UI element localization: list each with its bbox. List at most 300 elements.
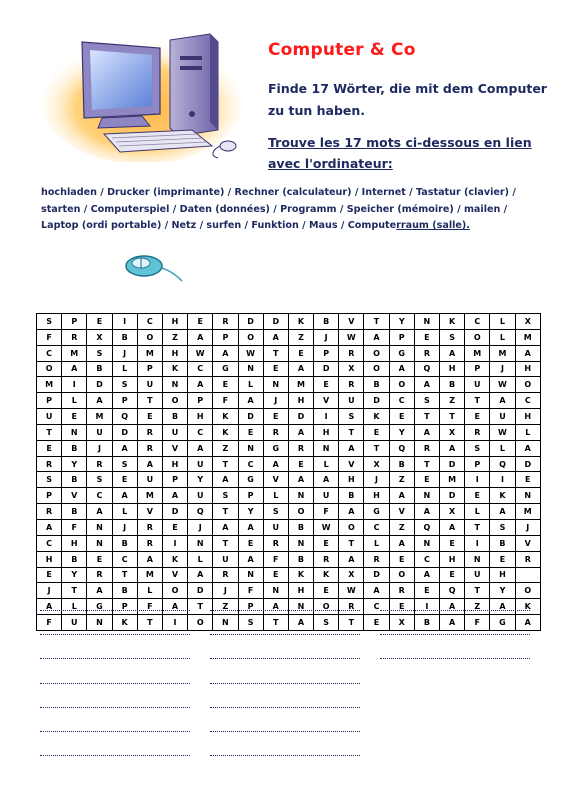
grid-cell[interactable]: Z — [389, 519, 414, 535]
grid-cell[interactable]: N — [87, 535, 112, 551]
grid-cell[interactable]: T — [213, 456, 238, 472]
grid-cell[interactable]: U — [188, 456, 213, 472]
grid-cell[interactable]: Y — [490, 583, 515, 599]
grid-cell[interactable]: M — [515, 504, 540, 520]
grid-cell[interactable]: N — [515, 488, 540, 504]
grid-cell[interactable]: I — [414, 599, 439, 615]
grid-cell[interactable]: L — [314, 456, 339, 472]
grid-cell[interactable]: Y — [389, 314, 414, 330]
grid-cell[interactable]: N — [263, 583, 288, 599]
grid-cell[interactable]: I — [62, 377, 87, 393]
grid-cell[interactable]: K — [162, 361, 187, 377]
grid-cell[interactable]: A — [263, 329, 288, 345]
grid-cell[interactable]: T — [339, 424, 364, 440]
grid-cell[interactable]: C — [364, 599, 389, 615]
grid-cell[interactable]: A — [389, 361, 414, 377]
grid-cell[interactable]: B — [112, 583, 137, 599]
grid-cell[interactable]: H — [440, 551, 465, 567]
grid-cell[interactable]: E — [440, 567, 465, 583]
grid-cell[interactable]: Y — [62, 567, 87, 583]
grid-cell[interactable]: K — [162, 551, 187, 567]
grid-cell[interactable]: A — [364, 583, 389, 599]
grid-cell[interactable]: K — [364, 409, 389, 425]
grid-cell[interactable]: U — [37, 409, 62, 425]
grid-cell[interactable]: A — [162, 599, 187, 615]
grid-cell[interactable]: O — [364, 361, 389, 377]
grid-cell[interactable]: R — [414, 345, 439, 361]
grid-cell[interactable]: K — [112, 615, 137, 631]
grid-cell[interactable]: B — [62, 551, 87, 567]
grid-cell[interactable]: H — [440, 361, 465, 377]
grid-cell[interactable]: X — [339, 361, 364, 377]
grid-cell[interactable]: M — [515, 329, 540, 345]
grid-cell[interactable]: A — [112, 440, 137, 456]
grid-cell[interactable]: T — [188, 599, 213, 615]
grid-cell[interactable]: S — [263, 504, 288, 520]
answer-line[interactable] — [40, 604, 190, 628]
grid-cell[interactable]: A — [213, 472, 238, 488]
grid-cell[interactable]: A — [339, 440, 364, 456]
grid-cell[interactable]: B — [112, 329, 137, 345]
grid-cell[interactable]: C — [37, 535, 62, 551]
grid-cell[interactable]: R — [137, 424, 162, 440]
grid-cell[interactable]: A — [87, 393, 112, 409]
grid-cell[interactable]: O — [389, 567, 414, 583]
grid-cell[interactable]: C — [112, 551, 137, 567]
grid-cell[interactable]: D — [263, 314, 288, 330]
grid-cell[interactable]: C — [37, 345, 62, 361]
grid-cell[interactable]: N — [414, 314, 439, 330]
grid-cell[interactable]: J — [112, 519, 137, 535]
grid-cell[interactable]: M — [37, 377, 62, 393]
grid-cell[interactable]: X — [389, 615, 414, 631]
grid-cell[interactable]: H — [162, 314, 187, 330]
grid-cell[interactable]: U — [465, 567, 490, 583]
grid-cell[interactable]: N — [314, 440, 339, 456]
answer-line[interactable] — [210, 701, 360, 725]
answer-line[interactable] — [380, 652, 530, 676]
grid-cell[interactable]: K — [490, 488, 515, 504]
answer-line[interactable] — [40, 652, 190, 676]
grid-cell[interactable]: P — [213, 329, 238, 345]
grid-cell[interactable]: O — [137, 329, 162, 345]
grid-cell[interactable]: P — [137, 361, 162, 377]
grid-cell[interactable]: H — [314, 424, 339, 440]
grid-cell[interactable]: N — [62, 424, 87, 440]
grid-cell[interactable]: J — [263, 393, 288, 409]
grid-cell[interactable]: P — [112, 599, 137, 615]
grid-cell[interactable]: C — [364, 519, 389, 535]
grid-cell[interactable]: L — [112, 504, 137, 520]
grid-cell[interactable]: T — [414, 456, 439, 472]
grid-cell[interactable]: W — [490, 424, 515, 440]
answer-line[interactable] — [40, 701, 190, 725]
grid-cell[interactable]: A — [288, 472, 313, 488]
grid-cell[interactable]: H — [515, 361, 540, 377]
grid-cell[interactable]: R — [87, 456, 112, 472]
grid-cell[interactable]: N — [263, 377, 288, 393]
grid-cell[interactable]: A — [515, 440, 540, 456]
grid-cell[interactable]: F — [37, 615, 62, 631]
grid-cell[interactable]: M — [137, 345, 162, 361]
grid-cell[interactable]: R — [414, 440, 439, 456]
grid-cell[interactable]: H — [364, 488, 389, 504]
grid-cell[interactable]: N — [288, 599, 313, 615]
grid-cell[interactable]: E — [37, 440, 62, 456]
grid-cell[interactable]: E — [263, 409, 288, 425]
grid-cell[interactable]: E — [314, 377, 339, 393]
grid-cell[interactable]: P — [465, 361, 490, 377]
grid-cell[interactable]: E — [465, 488, 490, 504]
grid-cell[interactable]: B — [288, 519, 313, 535]
grid-cell[interactable]: M — [62, 345, 87, 361]
answer-line[interactable] — [210, 652, 360, 676]
grid-cell[interactable]: B — [364, 377, 389, 393]
grid-cell[interactable]: O — [37, 361, 62, 377]
grid-cell[interactable]: L — [515, 424, 540, 440]
grid-cell[interactable]: S — [314, 615, 339, 631]
answer-line[interactable] — [40, 725, 190, 749]
grid-cell[interactable]: G — [263, 440, 288, 456]
answer-line[interactable] — [210, 749, 360, 773]
grid-cell[interactable]: A — [389, 488, 414, 504]
grid-cell[interactable]: G — [87, 599, 112, 615]
grid-cell[interactable]: W — [188, 345, 213, 361]
answer-line[interactable] — [210, 628, 360, 652]
grid-cell[interactable]: H — [162, 345, 187, 361]
answer-line[interactable] — [210, 677, 360, 701]
grid-cell[interactable]: S — [238, 615, 263, 631]
grid-cell[interactable]: F — [213, 393, 238, 409]
grid-cell[interactable]: L — [364, 535, 389, 551]
grid-cell[interactable]: X — [87, 329, 112, 345]
grid-cell[interactable]: M — [137, 567, 162, 583]
grid-cell[interactable]: M — [490, 345, 515, 361]
grid-cell[interactable]: L — [137, 583, 162, 599]
grid-cell[interactable]: M — [465, 345, 490, 361]
grid-cell[interactable]: F — [314, 504, 339, 520]
grid-cell[interactable]: P — [62, 314, 87, 330]
grid-cell[interactable]: T — [263, 615, 288, 631]
grid-cell[interactable]: I — [162, 535, 187, 551]
grid-cell[interactable]: D — [288, 409, 313, 425]
grid-cell[interactable]: E — [414, 583, 439, 599]
grid-cell[interactable]: N — [162, 377, 187, 393]
grid-cell[interactable]: H — [515, 409, 540, 425]
grid-cell[interactable]: B — [339, 488, 364, 504]
grid-cell[interactable]: W — [490, 377, 515, 393]
grid-cell[interactable]: J — [112, 345, 137, 361]
grid-cell[interactable]: H — [37, 551, 62, 567]
grid-cell[interactable]: A — [188, 567, 213, 583]
grid-cell[interactable]: S — [490, 519, 515, 535]
grid-cell[interactable]: T — [263, 345, 288, 361]
grid-cell[interactable]: A — [288, 615, 313, 631]
grid-cell[interactable]: D — [515, 456, 540, 472]
answer-line[interactable] — [380, 604, 530, 628]
grid-cell[interactable]: E — [37, 567, 62, 583]
grid-cell[interactable]: T — [213, 504, 238, 520]
grid-cell[interactable]: J — [188, 519, 213, 535]
grid-cell[interactable]: N — [238, 361, 263, 377]
grid-cell[interactable]: E — [389, 599, 414, 615]
grid-cell[interactable]: F — [62, 519, 87, 535]
grid-cell[interactable]: J — [87, 440, 112, 456]
grid-cell[interactable]: Z — [213, 599, 238, 615]
grid-cell[interactable]: B — [62, 440, 87, 456]
grid-cell[interactable]: H — [288, 583, 313, 599]
grid-cell[interactable]: U — [162, 424, 187, 440]
grid-cell[interactable]: E — [188, 314, 213, 330]
grid-cell[interactable]: T — [364, 314, 389, 330]
grid-cell[interactable]: E — [87, 314, 112, 330]
grid-cell[interactable]: N — [288, 488, 313, 504]
grid-cell[interactable]: B — [62, 504, 87, 520]
grid-cell[interactable]: E — [465, 409, 490, 425]
grid-cell[interactable]: Z — [465, 599, 490, 615]
grid-cell[interactable]: N — [288, 535, 313, 551]
grid-cell[interactable]: T — [465, 519, 490, 535]
grid-cell[interactable]: N — [213, 615, 238, 631]
grid-cell[interactable]: Q — [440, 583, 465, 599]
grid-cell[interactable]: X — [440, 504, 465, 520]
grid-cell[interactable]: A — [288, 424, 313, 440]
grid-cell[interactable]: O — [465, 329, 490, 345]
grid-cell[interactable]: O — [364, 345, 389, 361]
grid-cell[interactable]: L — [62, 599, 87, 615]
grid-cell[interactable]: B — [288, 551, 313, 567]
grid-cell[interactable]: A — [414, 377, 439, 393]
grid-cell[interactable]: E — [288, 345, 313, 361]
grid-cell[interactable]: N — [414, 488, 439, 504]
grid-cell[interactable]: G — [490, 615, 515, 631]
grid-cell[interactable]: P — [188, 393, 213, 409]
grid-cell[interactable]: T — [465, 583, 490, 599]
grid-cell[interactable]: S — [414, 393, 439, 409]
grid-cell[interactable]: C — [414, 551, 439, 567]
grid-cell[interactable]: G — [389, 345, 414, 361]
grid-cell[interactable]: C — [515, 393, 540, 409]
grid-cell[interactable]: F — [37, 329, 62, 345]
grid-cell[interactable]: A — [188, 329, 213, 345]
grid-cell[interactable]: M — [137, 488, 162, 504]
grid-cell[interactable]: R — [37, 504, 62, 520]
grid-cell[interactable]: A — [213, 345, 238, 361]
grid-cell[interactable]: V — [515, 535, 540, 551]
grid-cell[interactable]: H — [339, 472, 364, 488]
grid-cell[interactable]: S — [440, 329, 465, 345]
answer-line[interactable] — [380, 628, 530, 652]
grid-cell[interactable]: T — [137, 615, 162, 631]
grid-cell[interactable]: N — [465, 551, 490, 567]
grid-cell[interactable]: P — [238, 599, 263, 615]
grid-cell[interactable]: O — [389, 377, 414, 393]
grid-cell[interactable]: Q — [389, 440, 414, 456]
grid-cell[interactable]: B — [440, 377, 465, 393]
grid-cell[interactable]: O — [162, 583, 187, 599]
grid-cell[interactable]: E — [62, 409, 87, 425]
grid-cell[interactable]: M — [440, 472, 465, 488]
grid-cell[interactable]: R — [339, 345, 364, 361]
grid-cell[interactable]: P — [314, 345, 339, 361]
grid-cell[interactable]: L — [188, 551, 213, 567]
grid-cell[interactable]: K — [515, 599, 540, 615]
grid-cell[interactable]: V — [62, 488, 87, 504]
grid-cell[interactable]: Q — [414, 361, 439, 377]
grid-cell[interactable]: E — [515, 472, 540, 488]
grid-cell[interactable]: W — [339, 329, 364, 345]
grid-cell[interactable]: R — [37, 456, 62, 472]
grid-cell[interactable]: B — [414, 615, 439, 631]
answer-line[interactable] — [210, 725, 360, 749]
grid-cell[interactable]: A — [213, 519, 238, 535]
grid-cell[interactable]: W — [339, 583, 364, 599]
grid-cell[interactable]: J — [37, 583, 62, 599]
grid-cell[interactable]: P — [162, 472, 187, 488]
grid-cell[interactable]: R — [389, 583, 414, 599]
grid-cell[interactable]: V — [314, 393, 339, 409]
grid-cell[interactable]: K — [213, 424, 238, 440]
grid-cell[interactable]: Z — [440, 393, 465, 409]
grid-cell[interactable]: E — [389, 409, 414, 425]
grid-cell[interactable]: D — [188, 583, 213, 599]
grid-cell[interactable]: K — [288, 314, 313, 330]
grid-cell[interactable]: B — [162, 409, 187, 425]
grid-cell[interactable]: E — [314, 535, 339, 551]
grid-cell[interactable]: E — [414, 329, 439, 345]
grid-cell[interactable]: S — [112, 377, 137, 393]
grid-cell[interactable]: S — [339, 409, 364, 425]
grid-cell[interactable]: O — [515, 377, 540, 393]
grid-cell[interactable]: L — [490, 314, 515, 330]
grid-cell[interactable]: D — [162, 504, 187, 520]
answer-line[interactable] — [40, 628, 190, 652]
grid-cell[interactable]: O — [515, 583, 540, 599]
grid-cell[interactable]: S — [87, 472, 112, 488]
grid-cell[interactable]: A — [238, 393, 263, 409]
grid-cell[interactable]: R — [62, 329, 87, 345]
grid-cell[interactable]: C — [188, 424, 213, 440]
grid-cell[interactable]: A — [490, 504, 515, 520]
grid-cell[interactable]: N — [87, 519, 112, 535]
grid-cell[interactable]: F — [137, 599, 162, 615]
grid-cell[interactable]: S — [213, 488, 238, 504]
grid-cell[interactable]: I — [112, 314, 137, 330]
grid-cell[interactable]: D — [364, 393, 389, 409]
grid-cell[interactable]: R — [137, 440, 162, 456]
grid-cell[interactable]: T — [339, 535, 364, 551]
grid-cell[interactable]: O — [314, 599, 339, 615]
answer-line[interactable] — [40, 749, 190, 773]
grid-cell[interactable]: Z — [213, 440, 238, 456]
grid-cell[interactable]: A — [414, 424, 439, 440]
grid-cell[interactable]: A — [440, 345, 465, 361]
grid-cell[interactable]: A — [137, 551, 162, 567]
grid-cell[interactable]: Q — [490, 456, 515, 472]
grid-cell[interactable]: C — [389, 393, 414, 409]
grid-cell[interactable]: A — [440, 615, 465, 631]
grid-cell[interactable]: P — [37, 393, 62, 409]
grid-cell[interactable]: E — [112, 472, 137, 488]
grid-cell[interactable]: E — [137, 409, 162, 425]
grid-cell[interactable]: N — [414, 535, 439, 551]
grid-cell[interactable]: L — [465, 504, 490, 520]
grid-cell[interactable]: V — [339, 456, 364, 472]
grid-cell[interactable]: D — [87, 377, 112, 393]
grid-cell[interactable]: C — [188, 361, 213, 377]
grid-cell[interactable]: E — [364, 615, 389, 631]
grid-cell[interactable]: C — [87, 488, 112, 504]
grid-cell[interactable]: P — [37, 488, 62, 504]
grid-cell[interactable]: P — [465, 456, 490, 472]
grid-cell[interactable]: G — [213, 361, 238, 377]
grid-cell[interactable]: E — [389, 551, 414, 567]
grid-cell[interactable]: R — [263, 535, 288, 551]
grid-cell[interactable]: H — [62, 535, 87, 551]
grid-cell[interactable]: B — [87, 361, 112, 377]
grid-cell[interactable]: T — [414, 409, 439, 425]
grid-cell[interactable]: A — [162, 488, 187, 504]
grid-cell[interactable] — [515, 567, 540, 583]
grid-cell[interactable]: L — [490, 440, 515, 456]
grid-cell[interactable]: F — [238, 583, 263, 599]
grid-cell[interactable]: A — [414, 504, 439, 520]
grid-cell[interactable]: V — [263, 472, 288, 488]
grid-cell[interactable]: R — [339, 599, 364, 615]
grid-cell[interactable]: T — [440, 409, 465, 425]
grid-cell[interactable]: C — [465, 314, 490, 330]
grid-cell[interactable]: G — [364, 504, 389, 520]
grid-cell[interactable]: R — [465, 424, 490, 440]
grid-cell[interactable]: E — [314, 583, 339, 599]
grid-cell[interactable]: V — [162, 567, 187, 583]
grid-cell[interactable]: R — [137, 535, 162, 551]
answer-line[interactable] — [210, 604, 360, 628]
grid-cell[interactable]: A — [37, 599, 62, 615]
grid-cell[interactable]: J — [364, 472, 389, 488]
grid-cell[interactable]: D — [112, 424, 137, 440]
grid-cell[interactable]: Z — [389, 472, 414, 488]
grid-cell[interactable]: H — [490, 567, 515, 583]
grid-cell[interactable]: O — [238, 329, 263, 345]
grid-cell[interactable]: J — [490, 361, 515, 377]
grid-cell[interactable]: U — [314, 488, 339, 504]
grid-cell[interactable]: T — [62, 583, 87, 599]
grid-cell[interactable]: M — [288, 377, 313, 393]
grid-cell[interactable]: A — [87, 583, 112, 599]
grid-cell[interactable]: Q — [414, 519, 439, 535]
grid-cell[interactable]: K — [440, 314, 465, 330]
grid-cell[interactable]: X — [515, 314, 540, 330]
grid-cell[interactable]: L — [238, 377, 263, 393]
grid-cell[interactable]: I — [465, 535, 490, 551]
grid-cell[interactable]: O — [288, 504, 313, 520]
grid-cell[interactable]: L — [62, 393, 87, 409]
grid-cell[interactable]: R — [263, 424, 288, 440]
grid-cell[interactable]: A — [37, 519, 62, 535]
grid-cell[interactable]: G — [238, 472, 263, 488]
grid-cell[interactable]: D — [238, 314, 263, 330]
grid-cell[interactable]: H — [162, 456, 187, 472]
grid-cell[interactable]: R — [288, 440, 313, 456]
grid-cell[interactable]: A — [440, 519, 465, 535]
grid-cell[interactable]: Q — [188, 504, 213, 520]
grid-cell[interactable]: T — [37, 424, 62, 440]
grid-cell[interactable]: A — [515, 345, 540, 361]
grid-cell[interactable]: O — [162, 393, 187, 409]
grid-cell[interactable]: P — [112, 393, 137, 409]
grid-cell[interactable]: X — [440, 424, 465, 440]
